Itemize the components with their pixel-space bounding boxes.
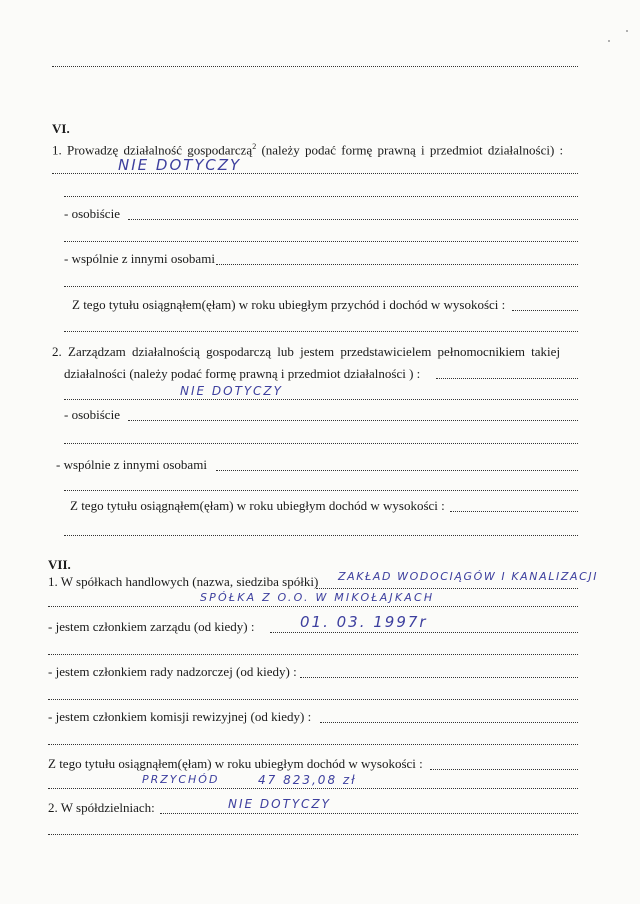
field-label: - wspólnie z innymi osobami xyxy=(56,457,207,472)
item-label: 2. W spółdzielniach: xyxy=(48,800,155,815)
item-label-tail: (należy podać formę prawną i przedmiot działalności) : xyxy=(261,142,564,158)
scan-speck xyxy=(608,40,610,42)
dotted-line xyxy=(64,241,578,242)
handwritten-answer: NIE DOTYCZY xyxy=(118,156,242,174)
dotted-line xyxy=(450,511,578,512)
scan-speck xyxy=(626,30,628,32)
dotted-line xyxy=(48,834,578,835)
dotted-line xyxy=(48,788,578,789)
field-label: - wspólnie z innymi osobami xyxy=(64,251,215,266)
dotted-line xyxy=(48,654,578,655)
dotted-line xyxy=(64,331,578,332)
dotted-line xyxy=(128,219,578,220)
field-label: - osobiście xyxy=(64,206,120,221)
dotted-line xyxy=(270,632,578,633)
dotted-line xyxy=(216,470,578,471)
dotted-line xyxy=(48,744,578,745)
item-label: działalności (należy podać formę prawną i przedmiot działalności ) : xyxy=(64,366,421,381)
dotted-line xyxy=(316,588,578,589)
dotted-line xyxy=(512,310,578,311)
dotted-line xyxy=(64,286,578,287)
dotted-line xyxy=(436,378,578,379)
field-label: Z tego tytułu osiągnąłem(ęłam) w roku ubiegłym dochód w wysokości : xyxy=(48,756,423,771)
item-label: 1. W spółkach handlowych (nazwa, siedziba spółki) xyxy=(48,574,319,589)
item-label-main: 1. Prowadzę działalność gospodarczą xyxy=(52,142,253,158)
field-label: - osobiście xyxy=(64,407,120,422)
dotted-line xyxy=(52,66,578,67)
field-label: - jestem członkiem komisji rewizyjnej (od kiedy) : xyxy=(48,709,312,724)
footnote-marker: 2 xyxy=(252,142,257,151)
item-label: 2. Zarządzam działalnością gospodarczą lub jestem przedstawicielem pełnomocnikiem takiej xyxy=(52,344,561,359)
field-label: Z tego tytułu osiągnąłem(ęłam) w roku ubiegłym dochód w wysokości : xyxy=(70,498,445,513)
handwritten-date: 01. 03. 1997r xyxy=(300,613,428,631)
field-label: - jestem członkiem zarządu (od kiedy) : xyxy=(48,619,255,634)
dotted-line xyxy=(48,699,578,700)
dotted-line xyxy=(48,606,578,607)
dotted-line xyxy=(64,443,578,444)
dotted-line xyxy=(64,399,578,400)
handwritten-company-seat: SPÓŁKA Z O.O. W MIKOŁAJKACH xyxy=(200,591,435,604)
section-heading: VI. xyxy=(52,121,70,136)
field-label: Z tego tytułu osiągnąłem(ęłam) w roku ubiegłym przychód i dochód w wysokości : xyxy=(72,297,506,312)
dotted-line xyxy=(320,722,578,723)
field-label: - jestem członkiem rady nadzorczej (od kiedy) : xyxy=(48,664,297,679)
dotted-line xyxy=(128,420,578,421)
dotted-line xyxy=(64,490,578,491)
handwritten-income-type: PRZYCHÓD xyxy=(142,773,220,786)
dotted-line xyxy=(300,677,578,678)
dotted-line xyxy=(64,535,578,536)
dotted-line xyxy=(430,769,578,770)
dotted-line xyxy=(216,264,578,265)
dotted-line xyxy=(64,196,578,197)
handwritten-answer: NIE DOTYCZY xyxy=(228,797,331,811)
handwritten-answer: NIE DOTYCZY xyxy=(180,384,283,398)
handwritten-income-amount: 47 823,08 zł xyxy=(258,773,357,787)
dotted-line xyxy=(160,813,578,814)
section-heading: VII. xyxy=(48,557,71,572)
handwritten-company-name: ZAKŁAD WODOCIĄGÓW I KANALIZACJI xyxy=(338,570,599,583)
